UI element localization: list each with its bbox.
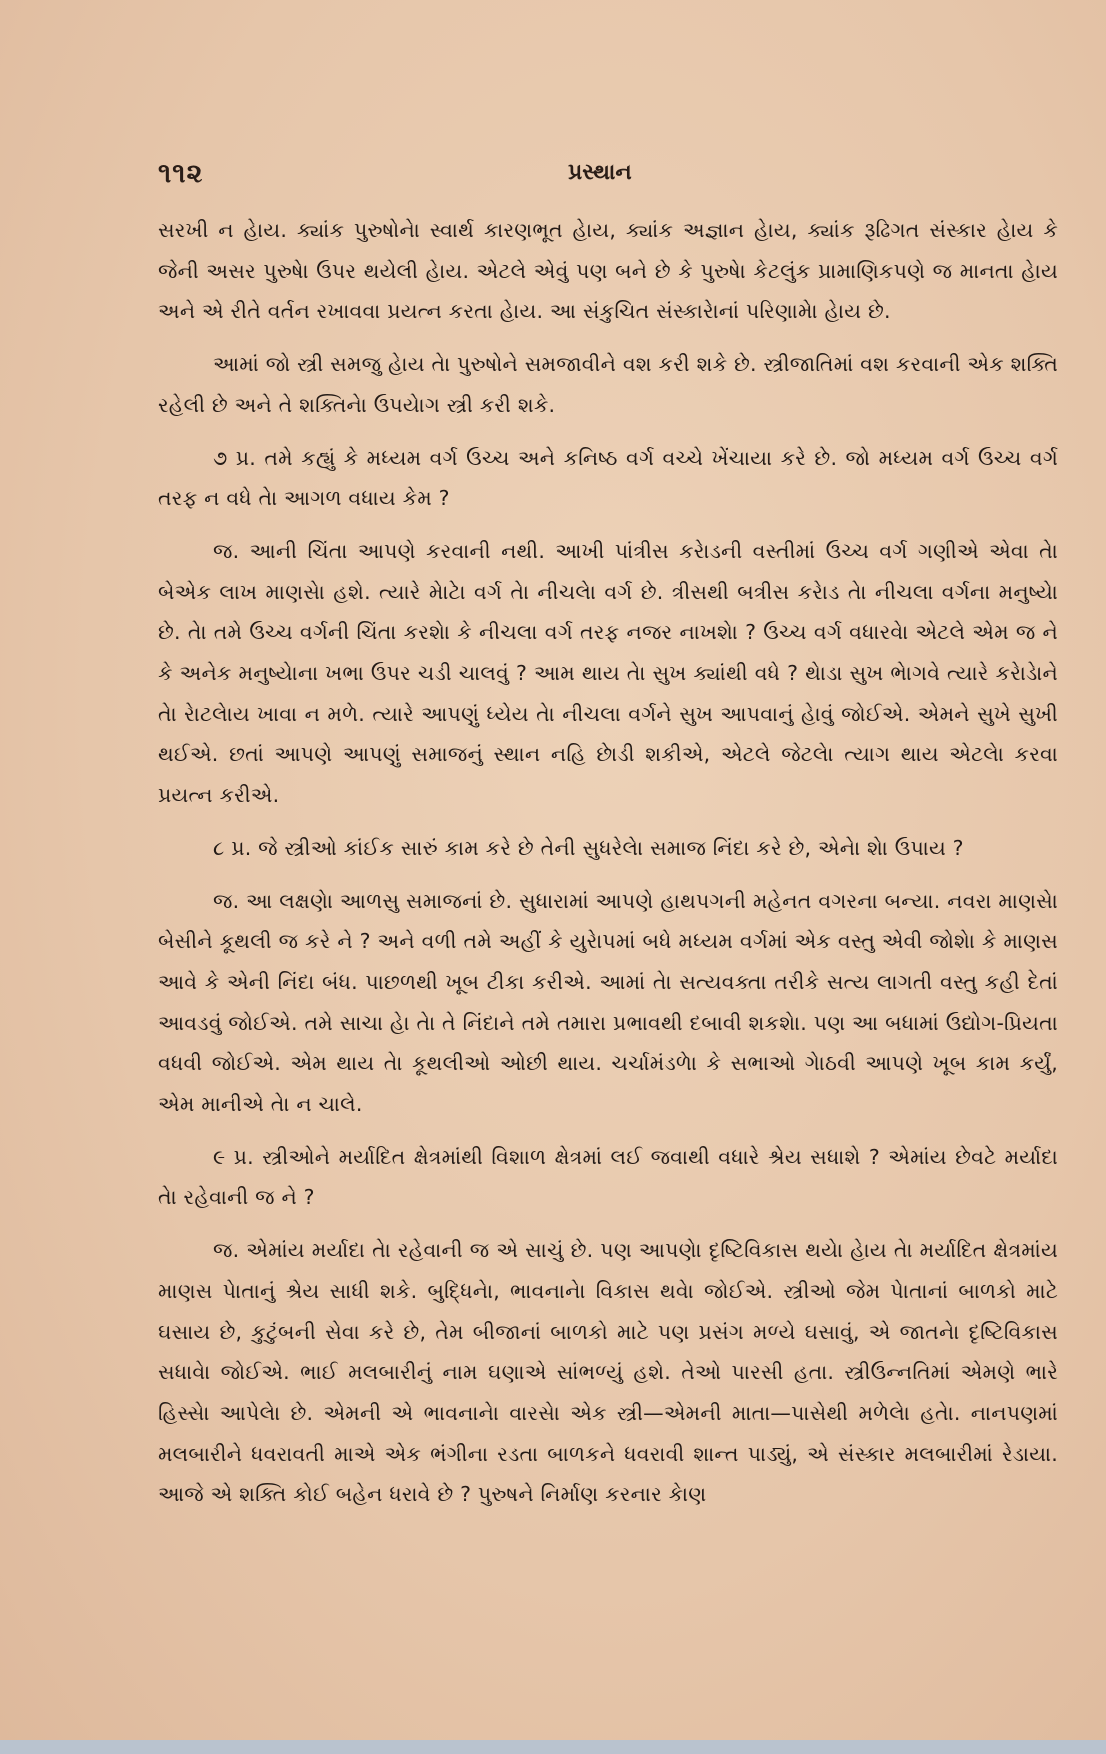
- question-9: ૯ પ્ર. સ્ત્રીઓને મર્યાદિત ક્ષેત્રમાંથી વિશાળ ક્ષેત્રમાં લઈ જવાથી વધારે શ્રેય સધાશે ? એમાંય છેવટે મર્યાદા તેા રહેવાની જ ને ?: [158, 1144, 1058, 1210]
- answer-7: જ. આની ચિંતા આપણે કરવાની નથી. આખી પાંત્રીસ કરેાડની વસ્તીમાં ઉચ્ચ વર્ગ ગણીએ એવા તેા બેએક લાખ માણસેા હશે. ત્યારે મેાટેા વર્ગ તેા નીચલેા વર્ગ છે. ત્રીસથી બત્રીસ કરેાડ તેા નીચલા વર્ગના મનુષ્યેા છે. તેા તમે ઉચ્ચ વર્ગની ચિંતા કરશેા કે નીચલા વર્ગ તરફ નજર નાખશેા ? ઉચ્ચ વર્ગ વધારવેા એટલે એમ જ ને કે અનેક મનુષ્યેાના ખભા ઉપર ચડી ચાલવું ? આમ થાય તેા સુખ ક્યાંથી વધે ? થેાડા સુખ ભેાગવે ત્યારે કરેાડેાને તેા રેાટલેાય ખાવા ન મળે. ત્યારે આપણું ધ્યેય તેા નીચલા વર્ગને સુખ આપવાનું હેાવું જોઈએ. એમને સુખે સુખી થઈએ. છતાં આપણે આપણું સમાજનું સ્થાન નહિ છેાડી શકીએ, એટલે જેટલેા ત્યાગ થાય એટલેા કરવા પ્રયત્ન કરીએ.: [158, 538, 1058, 808]
- question-8: ૮ પ્ર. જે સ્ત્રીઓ કાંઈક સારું કામ કરે છે તેની સુધરેલેા સમાજ નિંદા કરે છે, એનેા શેા ઉપાય ?: [213, 835, 964, 860]
- scan-bottom-edge: [0, 1740, 1106, 1754]
- paragraph-answer-6-cont: આમાં જો સ્ત્રી સમજુ હેાય તેા પુરુષોને સમજાવીને વશ કરી શકે છે. સ્ત્રીજાતિમાં વશ કરવાની એક શક્તિ રહેલી છે અને તે શક્તિનેા ઉપયેાગ સ્ત્રી કરી શકે.: [158, 352, 1058, 417]
- running-title: પ્રસ્થાન: [568, 160, 632, 185]
- body-text: [158, 210, 1058, 1515]
- page-number: ૧૧૨: [158, 158, 204, 189]
- page-header: [0, 158, 1106, 198]
- paragraph-continuation: સરખી ન હેાય. ક્યાંક પુરુષોનેા સ્વાર્થ કારણભૂત હેાય, ક્યાંક અજ્ઞાન હેાય, ક્યાંક રૂઢિગત સંસ્કાર હેાય કે જેની અસર પુરુષેા ઉપર થયેલી હેાય. એટલે એવું પણ બને છે કે પુરુષેા કેટલુંક પ્રામાણિકપણે જ માનતા હેાય અને એ રીતે વર્તન રખાવવા પ્રયત્ન કરતા હેાય. આ સંકુચિત સંસ્કારેાનાં પરિણામેા હેાય છે.: [158, 218, 1058, 324]
- answer-9: જ. એમાંય મર્યાદા તેા રહેવાની જ એ સાચું છે. પણ આપણેા દૃષ્ટિવિકાસ થયેા હેાય તેા મર્યાદિત ક્ષેત્રમાંય માણસ પેાતાનું શ્રેય સાધી શકે. બુદ્ધિનેા, ભાવનાનેા વિકાસ થવેા જોઈએ. સ્ત્રીઓ જેમ પેાતાનાં બાળકો માટે ઘસાય છે, કુટુંબની સેવા કરે છે, તેમ બીજાનાં બાળકો માટે પણ પ્રસંગ મળ્યે ઘસાવું, એ જાતનેા દૃષ્ટિવિકાસ સધાવેા જોઈએ. ભાઈ મલબારીનું નામ ઘણાએ સાંભળ્યું હશે. તેઓ પારસી હતા. સ્ત્રીઉન્નતિમાં એમણે ભારે હિસ્સેા આપેલેા છે. એમની એ ભાવનાનેા વારસેા એક સ્ત્રી—એમની માતા—પાસેથી મળેલેા હતેા. નાનપણમાં મલબારીને ધવરાવતી માએ એક ભંગીના રડતા બાળકને ધવરાવી શાન્ત પાડ્યું, એ સંસ્કાર મલબારીમાં રેડાયા. આજે એ શક્તિ કોઈ બહેન ધરાવે છે ? પુરુષને નિર્માણ કરનાર કેાણ: [158, 1238, 1058, 1507]
- question-7: ૭ પ્ર. તમે કહ્યું કે મધ્યમ વર્ગ ઉચ્ચ અને કનિષ્ઠ વર્ગ વચ્ચે ખેંચાયા કરે છે. જો મધ્યમ વર્ગ ઉચ્ચ વર્ગ તરફ ન વધે તેા આગળ વધાય કેમ ?: [158, 445, 1058, 511]
- answer-8: જ. આ લક્ષણેા આળસુ સમાજનાં છે. સુધારામાં આપણે હાથપગની મહેનત વગરના બન્યા. નવરા માણસેા બેસીને કૂથલી જ કરે ને ? અને વળી તમે અહીં કે યુરેાપમાં બધે મધ્યમ વર્ગમાં એક વસ્તુ એવી જોશેા કે માણસ આવે કે એની નિંદા બંધ. પાછળથી ખૂબ ટીકા કરીએ. આમાં તેા સત્યવક્તા તરીકે સત્ય લાગતી વસ્તુ કહી દેતાં આવડવું જોઈએ. તમે સાચા હેા તેા તે નિંદાને તમે તમારા પ્રભાવથી દબાવી શકશેા. પણ આ બધામાં ઉદ્યોગ-પ્રિયતા વધવી જોઈએ. એમ થાય તેા કૂથલીઓ ઓછી થાય. ચર્ચામંડળેા કે સભાઓ ગેાઠવી આપણે ખૂબ કામ કર્યું, એમ માનીએ તેા ન ચાલે.: [158, 888, 1058, 1117]
